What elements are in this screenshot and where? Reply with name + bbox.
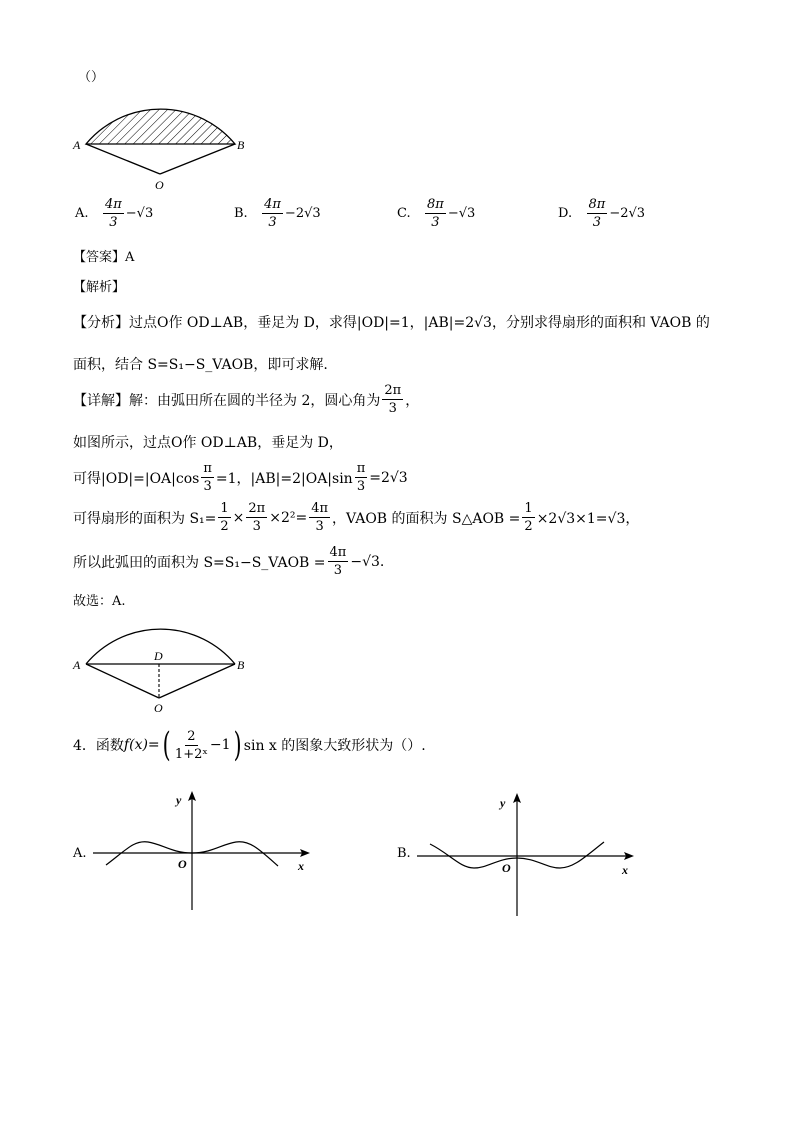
detail-line-2: 如图所示，过点O作 OD⊥AB，垂足为 D， bbox=[73, 435, 343, 451]
graph-b-y-label: y bbox=[500, 796, 506, 810]
graph-a-label: A. bbox=[73, 846, 87, 861]
detail-line-5 bbox=[73, 546, 384, 577]
detail-line-1 bbox=[73, 384, 419, 415]
option-a-label: A. bbox=[75, 206, 89, 221]
radius-ob bbox=[160, 144, 235, 174]
option-b-den: 3 bbox=[268, 215, 277, 230]
option-d-label: D. bbox=[558, 206, 573, 221]
detail-text-5a: 所以此弧田的面积为 S=S₁−S_VAOB = bbox=[73, 554, 326, 571]
left-paren: ( bbox=[162, 725, 171, 765]
option-a-tail: −√3 bbox=[125, 206, 154, 221]
frac-area-den: 3 bbox=[315, 519, 324, 534]
detail-text-4b: ×2²= bbox=[269, 509, 308, 526]
graph-a-y-label: y bbox=[176, 793, 182, 807]
frac-half-den: 2 bbox=[220, 519, 229, 534]
frac-angle-den: 3 bbox=[252, 519, 261, 534]
detail-line-3 bbox=[73, 462, 408, 493]
detail-tag: 【详解】 bbox=[73, 392, 129, 409]
analysis-tag: 【解析】 bbox=[73, 280, 126, 295]
graph-a bbox=[90, 790, 320, 915]
q4-num: 2 bbox=[187, 728, 196, 744]
fig2-label-b: B bbox=[237, 658, 245, 672]
fig2-label-d: D bbox=[154, 649, 163, 663]
radius-ob bbox=[159, 664, 235, 698]
detail-text-1b: ， bbox=[405, 392, 420, 409]
graph-b bbox=[414, 792, 644, 920]
option-a-num: 4π bbox=[104, 197, 122, 212]
frac-area-num: 4π bbox=[311, 501, 329, 516]
frac-tri-den: 2 bbox=[524, 519, 533, 534]
option-c-num: 8π bbox=[427, 197, 444, 212]
frac-tri-num: 1 bbox=[524, 501, 533, 516]
question-paren: （） bbox=[78, 70, 105, 85]
option-c-label: C. bbox=[397, 206, 411, 221]
answer-value: A bbox=[125, 250, 135, 265]
fig2-label-o: O bbox=[154, 701, 163, 715]
answer-tag: 【答案】 bbox=[73, 250, 126, 265]
graph-a-x-label: x bbox=[298, 859, 304, 873]
option-d-tail: −2√3 bbox=[609, 206, 646, 221]
right-paren: ) bbox=[233, 725, 242, 765]
detail-angle-den: 3 bbox=[388, 401, 397, 416]
option-d-num: 8π bbox=[588, 197, 606, 212]
detail-line-4 bbox=[73, 502, 639, 533]
graph-a-origin: O bbox=[178, 857, 187, 871]
detail-text-1a: 解：由弧田所在圆的半径为 2，圆心角为 bbox=[129, 392, 381, 409]
option-b-label: B. bbox=[234, 206, 248, 221]
detail-text-4a: 可得扇形的面积为 S₁= bbox=[73, 510, 217, 527]
detail-text-3a: 可得|OD|=|OA|cos bbox=[73, 470, 200, 487]
detail-cos-den: 3 bbox=[203, 479, 212, 494]
option-b-tail: −2√3 bbox=[284, 206, 321, 221]
detail-sin-den: 3 bbox=[356, 479, 366, 494]
option-a bbox=[75, 198, 153, 229]
detail-text-5b: −√3. bbox=[350, 553, 385, 570]
q4-prefix: 4．函数 bbox=[73, 738, 124, 754]
radius-oa bbox=[86, 144, 160, 174]
fenxi-text-1: 过点O作 OD⊥AB，垂足为 D，求得|OD|=1，|AB|=2√3，分别求得扇形的面积和 VAOB 的 bbox=[129, 315, 710, 331]
arc-segment-figure bbox=[70, 88, 260, 196]
fig1-label-b: B bbox=[237, 138, 245, 152]
frac-half-num: 1 bbox=[220, 501, 229, 516]
graph-b-origin: O bbox=[502, 861, 511, 875]
option-d-den: 3 bbox=[592, 215, 602, 230]
graph-b-label: B. bbox=[397, 846, 411, 861]
option-c bbox=[397, 198, 475, 229]
fig1-label-o: O bbox=[155, 178, 164, 192]
option-b bbox=[234, 198, 321, 229]
option-b-num: 4π bbox=[264, 197, 281, 212]
detail-text-4c: ，VAOB 的面积为 S△AOB = bbox=[332, 510, 521, 527]
shaded-segment bbox=[86, 109, 235, 144]
detail-sin-num: π bbox=[356, 461, 366, 476]
frac-result-num: 4π bbox=[329, 545, 347, 560]
fenxi-tag: 【分析】 bbox=[73, 315, 129, 331]
detail-text-3c: =2√3 bbox=[369, 469, 408, 486]
q4-den: 1+2ˣ bbox=[174, 746, 208, 762]
answer-line bbox=[73, 246, 134, 265]
fenxi-line-2: 面积，结合 S=S₁−S_VAOB，即可求解. bbox=[73, 357, 328, 373]
q4-minus: −1 bbox=[209, 737, 231, 753]
question-4 bbox=[73, 725, 426, 765]
fig1-label-a: A bbox=[73, 138, 81, 152]
option-a-den: 3 bbox=[109, 215, 118, 230]
option-c-tail: −√3 bbox=[447, 206, 476, 221]
radius-oa bbox=[86, 664, 159, 698]
detail-text-3b: =1，|AB|=2|OA|sin bbox=[215, 470, 353, 487]
option-c-den: 3 bbox=[431, 215, 440, 230]
times-sign: × bbox=[232, 509, 245, 526]
detail-cos-num: π bbox=[203, 461, 212, 476]
option-d bbox=[558, 198, 645, 229]
choose-line: 故选：A. bbox=[73, 594, 126, 609]
frac-angle-num: 2π bbox=[248, 501, 266, 516]
frac-result-den: 3 bbox=[333, 563, 343, 578]
detail-angle-num: 2π bbox=[384, 383, 402, 398]
detail-text-4d: ×2√3×1=√3， bbox=[536, 510, 640, 527]
fig2-label-a: A bbox=[73, 658, 81, 672]
graph-b-x-label: x bbox=[622, 863, 628, 877]
q4-tail: sin x 的图象大致形状为（）. bbox=[243, 738, 426, 754]
arc-figure-with-perpendicular bbox=[70, 610, 260, 718]
fenxi-line-1 bbox=[73, 312, 710, 332]
q4-fx: f(x)= bbox=[123, 737, 160, 753]
